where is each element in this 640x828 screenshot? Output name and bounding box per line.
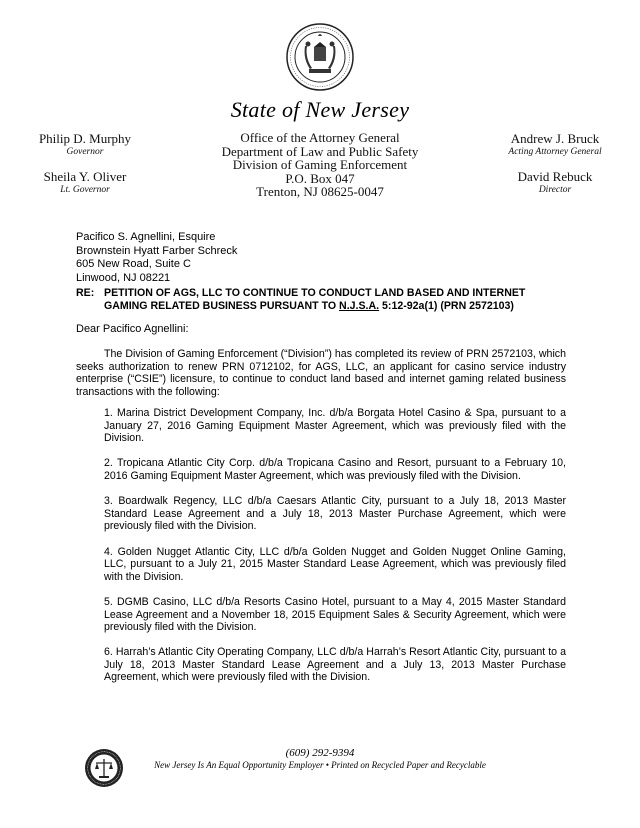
address-line: Brownstein Hyatt Farber Schreck (76, 244, 238, 257)
list-item: 2. Tropicana Atlantic City Corp. d/b/a Tropicana Casino and Resort, pursuant to a February 10, 2016 Gaming Equipment Master Agreement, which was previously filed with the Division. (104, 457, 566, 482)
footer-phone: (609) 292-9394 (285, 747, 355, 759)
office-line: Office of the Attorney General (240, 130, 400, 145)
governor-block (10, 131, 160, 196)
list-item: 5. DGMB Casino, LLC d/b/a Resorts Casino Hotel, pursuant to a May 4, 2015 Master Standard Lease Agreement and a November 18, 2015 Equipment Sales & Security Agreement, which were previously filed with the Division. (104, 595, 566, 634)
list-item: 6. Harrah’s Atlantic City Operating Company, LLC d/b/a Harrah’s Resort Atlantic City, pursuant to a July 18, 2013 Master Standard Lease Agreement and a July 13, 2013 Master Purchase Agreement, which were previously filed with the Division. (104, 646, 566, 684)
footer-statement: New Jersey Is An Equal Opportunity Employer • Printed on Recycled Paper and Recyclable (154, 760, 486, 770)
state-seal (285, 22, 355, 92)
list-item: 3. Boardwalk Regency, LLC d/b/a Caesars Atlantic City, pursuant to a July 18, 2013 Master Standard Lease Agreement and a July 18, 2013 Master Purchase Agreement, which were previously filed with the Division. (104, 495, 566, 533)
governor-name: Philip D. Murphy (38, 131, 132, 146)
lt-governor-name: Sheila Y. Oliver (43, 169, 127, 184)
director-title: Director (538, 185, 572, 195)
attorney-general-name: Andrew J. Bruck (510, 131, 600, 146)
intro-paragraph: The Division of Gaming Enforcement (“Division”) has completed its review of PRN 2572103, which seeks authorization to renew PRN 0712102, for AGS, LLC, an applicant for casino service industry enterprise (“CSIE”) licensure, to continue to conduct land based and internet gaming related business transactions with the following: (76, 348, 566, 398)
address-line: Linwood, NJ 08221 (76, 271, 171, 284)
lt-governor-title: Lt. Governor (60, 185, 110, 195)
subject-text-before: PETITION OF AGS, LLC TO CONTINUE TO CONDUCT LAND BASED AND INTERNET GAMING RELATED BUSINESS PURSUANT TO (104, 287, 526, 312)
office-line: Division of Gaming Enforcement (232, 157, 408, 173)
subject-text-after: 5:12-92a(1) (PRN 2572103) (379, 299, 514, 312)
attorney-general-title: Acting Attorney General (508, 147, 602, 157)
subject-statute: N.J.S.A. (339, 299, 380, 312)
subject-text (104, 287, 566, 313)
transaction-list (104, 407, 566, 697)
attorney-general-block (480, 131, 630, 196)
office-line: Trenton, NJ 08625-0047 (256, 184, 384, 200)
state-title: State of New Jersey (230, 97, 410, 122)
recipient-address (76, 231, 237, 285)
list-item: 4. Golden Nugget Atlantic City, LLC d/b/a Golden Nugget and Golden Nugget Online Gaming, LLC, pursuant to a July 21, 2015 Master Standard Lease Agreement, which was previously filed with the Division. (104, 545, 566, 583)
governor-title: Governor (66, 147, 104, 157)
address-line: 605 New Road, Suite C (76, 258, 191, 270)
subject-label: RE: (76, 287, 95, 299)
office-line: Department of Law and Public Safety (221, 143, 419, 159)
subject-line (76, 287, 566, 313)
office-line: P.O. Box 047 (285, 170, 355, 186)
list-item: 1. Marina District Development Company, Inc. d/b/a Borgata Hotel Casino & Spa, pursuant to a January 27, 2016 Gaming Equipment Master Agreement, which was previously filed with the Division. (104, 407, 566, 445)
address-line: Pacifico S. Agnellini, Esquire (76, 231, 216, 243)
director-name: David Rebuck (517, 169, 593, 184)
salutation: Dear Pacifico Agnellini: (76, 323, 189, 335)
office-block (170, 131, 470, 199)
state-seal-icon (285, 22, 355, 92)
